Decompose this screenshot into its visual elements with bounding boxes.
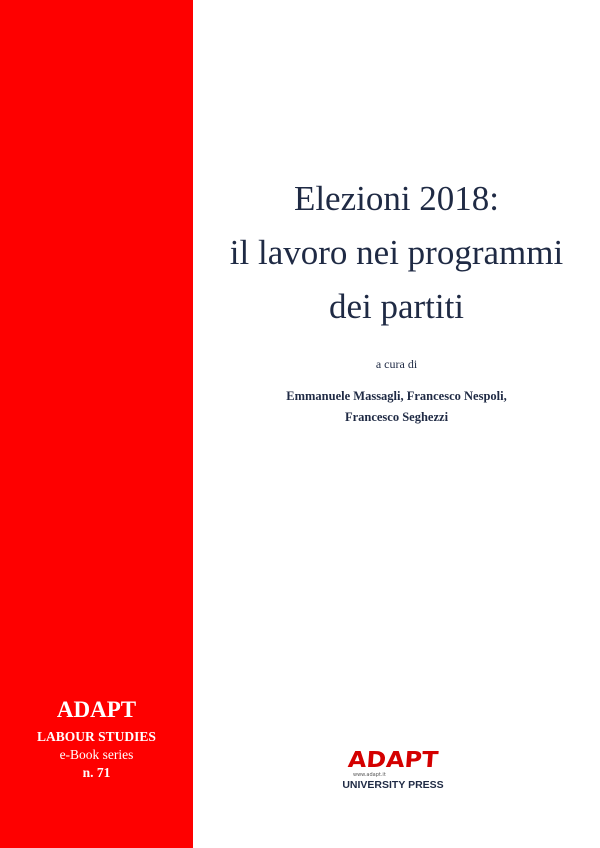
series-name: ADAPT xyxy=(56,697,137,722)
publisher-logo xyxy=(333,750,453,792)
adapt-logo-wordmark: ADAPT xyxy=(347,748,440,773)
series-kind: e-Book series xyxy=(59,747,134,762)
title-line-1: Elezioni 2018: xyxy=(293,179,500,218)
editor-label: a cura di xyxy=(375,357,418,371)
series-block xyxy=(0,696,193,782)
title-line-3: dei partiti xyxy=(328,287,465,326)
series-number: n. 71 xyxy=(82,765,111,780)
publisher-press-name: UNIVERSITY PRESS xyxy=(342,779,444,791)
series-subtitle: LABOUR STUDIES xyxy=(37,729,156,744)
editors-block xyxy=(193,356,600,428)
publisher-url: www.adapt.it xyxy=(353,772,386,778)
editor-names-line-2: Francesco Seghezzi xyxy=(344,410,449,424)
editor-names-line-1: Emmanuele Massagli, Francesco Nespoli, xyxy=(286,389,507,403)
book-title xyxy=(193,172,600,334)
title-line-2: il lavoro nei programmi xyxy=(229,233,564,272)
